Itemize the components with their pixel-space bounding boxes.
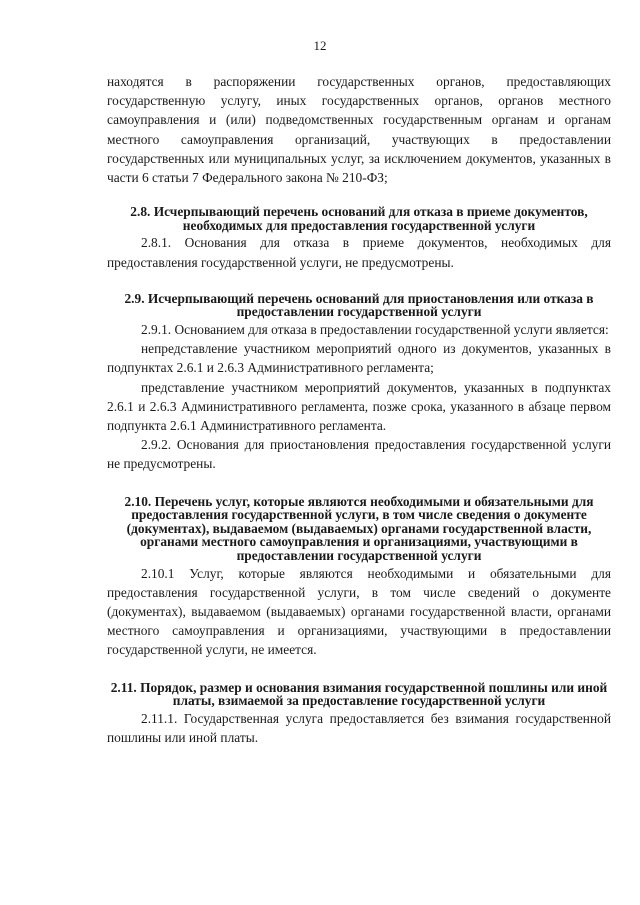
section-2-9-paragraph-4: 2.9.2. Основания для приостановления предоставления государственной услуги не предусмотрены.: [107, 437, 611, 472]
section-2-11-paragraph: 2.11.1. Государственная услуга предоставляется без взимания государственной пошлины или иной платы.: [107, 710, 611, 745]
section-2-10-heading: 2.10. Перечень услуг, которые являются необходимыми и обязательными для предоставления государственной услуги, в том числе сведения о документе (документах), выдаваемом (выдаваемых) органами государственной власти, органами местного самоуправления и организациями, участвующими в предоставлении государственной услуги: [124, 493, 594, 563]
section-2-9-paragraph-3: представление участником мероприятий документов, указанных в подпунктах 2.6.1 и 2.6.3 Административного регламента, позже срока, указанного в абзаце первом подпункта 2.6.1 Административного регламента.: [107, 379, 611, 434]
section-2-9-heading: 2.9. Исчерпывающий перечень оснований для приостановления или отказа в предоставлении государственной услуги: [124, 290, 594, 320]
section-2-9-paragraph-1: 2.9.1. Основанием для отказа в предоставлении государственной услуги является:: [141, 322, 609, 337]
document-body: [107, 72, 611, 747]
section-2-9-paragraph-2: непредставление участником мероприятий одного из документов, указанных в подпунктах 2.6.1 и 2.6.3 Административного регламента;: [107, 341, 611, 376]
page-number: 12: [313, 38, 327, 53]
intro-paragraph: находятся в распоряжении государственных органов, предоставляющих государственную услугу, иных государственных органов, органов местного самоуправления и (или) подведомственных государственным органам и органам местного самоуправления организаций, участвующих в предоставлении государственных или муниципальных услуг, за исключением документов, указанных в части 6 статьи 7 Федерального закона № 210-ФЗ;: [107, 74, 611, 186]
section-2-10-paragraph: 2.10.1 Услуг, которые являются необходимыми и обязательными для предоставления государственной услуги, в том числе сведений о документе (документах), выдаваемом (выдаваемых) органами государственной власти, органами местного самоуправления и организациями, участвующими в предоставлении государственной услуги, не имеется.: [107, 565, 611, 658]
section-2-8-heading: 2.8. Исчерпывающий перечень оснований для отказа в приеме документов, необходимых для предоставления государственной услуги: [130, 204, 588, 233]
section-2-11-heading: 2.11. Порядок, размер и основания взимания государственной пошлины или иной платы, взимаемой за предоставление государственной услуги: [110, 679, 608, 709]
section-2-8-paragraph: 2.8.1. Основания для отказа в приеме документов, необходимых для предоставления государственной услуги, не предусмотрены.: [107, 235, 611, 270]
